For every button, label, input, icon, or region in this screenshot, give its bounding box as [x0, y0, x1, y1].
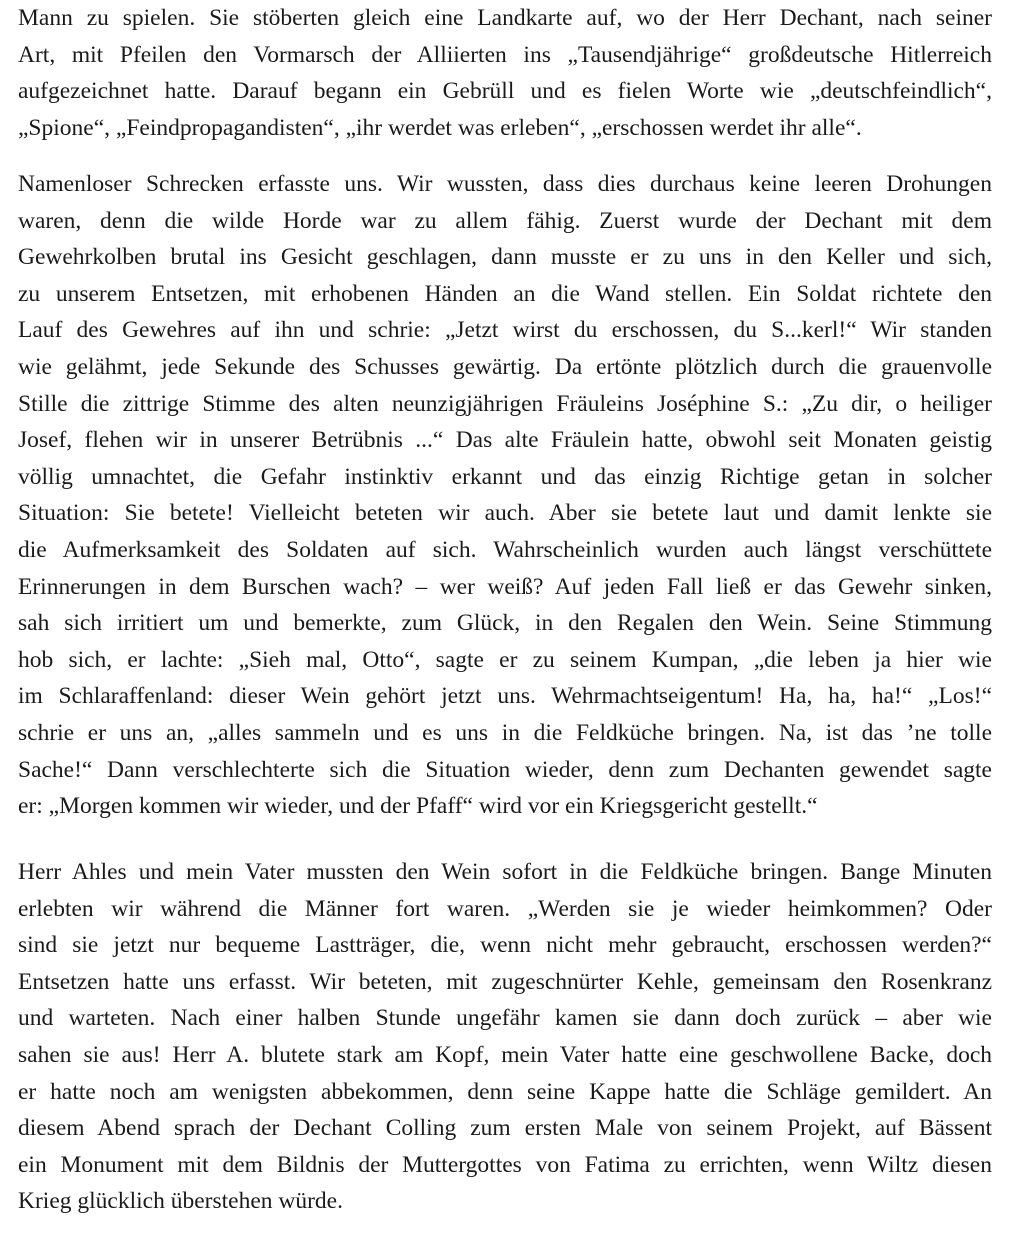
text-line: waren, denn die wilde Horde war zu allem fähig. Zuerst wurde der Dechant mit dem	[18, 207, 992, 234]
text-line: Sache!“ Dann verschlechterte sich die Situation wieder, denn zum Dechanten gewendet sagte	[18, 756, 992, 783]
text-line: Entsetzen hatte uns erfasst. Wir beteten, mit zugeschnürter Kehle, gemeinsam den Rosenkranz	[18, 968, 992, 995]
text-line: im Schlaraffenland: dieser Wein gehört jetzt uns. Wehrmachtseigentum! Ha, ha, ha!“ „Los!“	[18, 683, 992, 710]
text-line: hob sich, er lachte: „Sieh mal, Otto“, sagte er zu seinem Kumpan, „die leben ja hier wie	[18, 646, 992, 673]
paragraph-2	[18, 166, 992, 825]
text-line: völlig umnachtet, die Gefahr instinktiv erkannt und das einzig Richtige getan in solcher	[18, 463, 992, 490]
text-line: zu unserem Entsetzen, mit erhobenen Händen an die Wand stellen. Ein Soldat richtete den	[18, 280, 992, 307]
text-line: „Spione“, „Feindpropagandisten“, „ihr werdet was erleben“, „erschossen werdet ihr alle“.	[18, 114, 862, 141]
text-line: sind sie jetzt nur bequeme Lastträger, die, wenn nicht mehr gebraucht, erschossen werden?“	[18, 932, 992, 959]
text-line: Mann zu spielen. Sie stöberten gleich eine Landkarte auf, wo der Herr Dechant, nach seiner	[18, 5, 992, 31]
text-line: die Aufmerksamkeit des Soldaten auf sich. Wahrscheinlich wurden auch längst verschüttete	[18, 536, 992, 563]
text-line: diesem Abend sprach der Dechant Colling zum ersten Male von seinem Projekt, auf Bässent	[18, 1115, 992, 1142]
paragraph-1	[18, 0, 992, 146]
paragraph-3	[18, 854, 992, 1220]
text-line: und warteten. Nach einer halben Stunde ungefähr kamen sie dann doch zurück – aber wie	[18, 1005, 992, 1032]
text-line: Namenloser Schrecken erfasste uns. Wir wussten, dass dies durchaus keine leeren Drohungen	[18, 171, 992, 197]
text-line: wie gelähmt, jede Sekunde des Schusses gewärtig. Da ertönte plötzlich durch die grauenvolle	[18, 353, 992, 380]
text-line: er: „Morgen kommen wir wieder, und der Pfaff“ wird vor ein Kriegsgericht gestellt.“	[18, 793, 818, 820]
text-line: Stille die zittrige Stimme des alten neunzigjährigen Fräuleins Joséphine S.: „Zu dir, o heiliger	[18, 390, 992, 417]
text-line: ein Monument mit dem Bildnis der Muttergottes von Fatima zu errichten, wenn Wiltz diesen	[18, 1151, 992, 1178]
text-line: aufgezeichnet hatte. Darauf begann ein Gebrüll und es fielen Worte wie „deutschfeindlich“,	[18, 78, 992, 105]
text-line: sahen sie aus! Herr A. blutete stark am Kopf, mein Vater hatte eine geschwollene Backe, doch	[18, 1041, 992, 1068]
text-line: Josef, flehen wir in unserer Betrübnis ...“ Das alte Fräulein hatte, obwohl seit Monaten geistig	[18, 427, 992, 454]
text-line: erlebten wir während die Männer fort waren. „Werden sie je wieder heimkommen? Oder	[18, 895, 992, 922]
text-line: schrie er uns an, „alles sammeln und es uns in die Feldküche bringen. Na, ist das ’ne tolle	[18, 719, 992, 746]
text-line: Herr Ahles und mein Vater mussten den Wein sofort in die Feldküche bringen. Bange Minuten	[18, 859, 992, 885]
text-line: sah sich irritiert um und bemerkte, zum Glück, in den Regalen den Wein. Seine Stimmung	[18, 610, 992, 637]
text-line: er hatte noch am wenigsten abbekommen, denn seine Kappe hatte die Schläge gemildert. An	[18, 1078, 992, 1105]
text-line: Gewehrkolben brutal ins Gesicht geschlagen, dann musste er zu uns in den Keller und sich,	[18, 244, 992, 271]
text-line: Art, mit Pfeilen den Vormarsch der Alliierten ins „Tausendjährige“ großdeutsche Hitlerreich	[18, 41, 992, 68]
text-line: Lauf des Gewehres auf ihn und schrie: „Jetzt wirst du erschossen, du S...kerl!“ Wir standen	[18, 317, 992, 344]
text-line: Erinnerungen in dem Burschen wach? – wer weiß? Auf jeden Fall ließ er das Gewehr sinken,	[18, 573, 992, 600]
text-line: Krieg glücklich überstehen würde.	[18, 1188, 343, 1215]
text-line: Situation: Sie betete! Vielleicht beteten wir auch. Aber sie betete laut und damit lenkte sie	[18, 500, 992, 527]
